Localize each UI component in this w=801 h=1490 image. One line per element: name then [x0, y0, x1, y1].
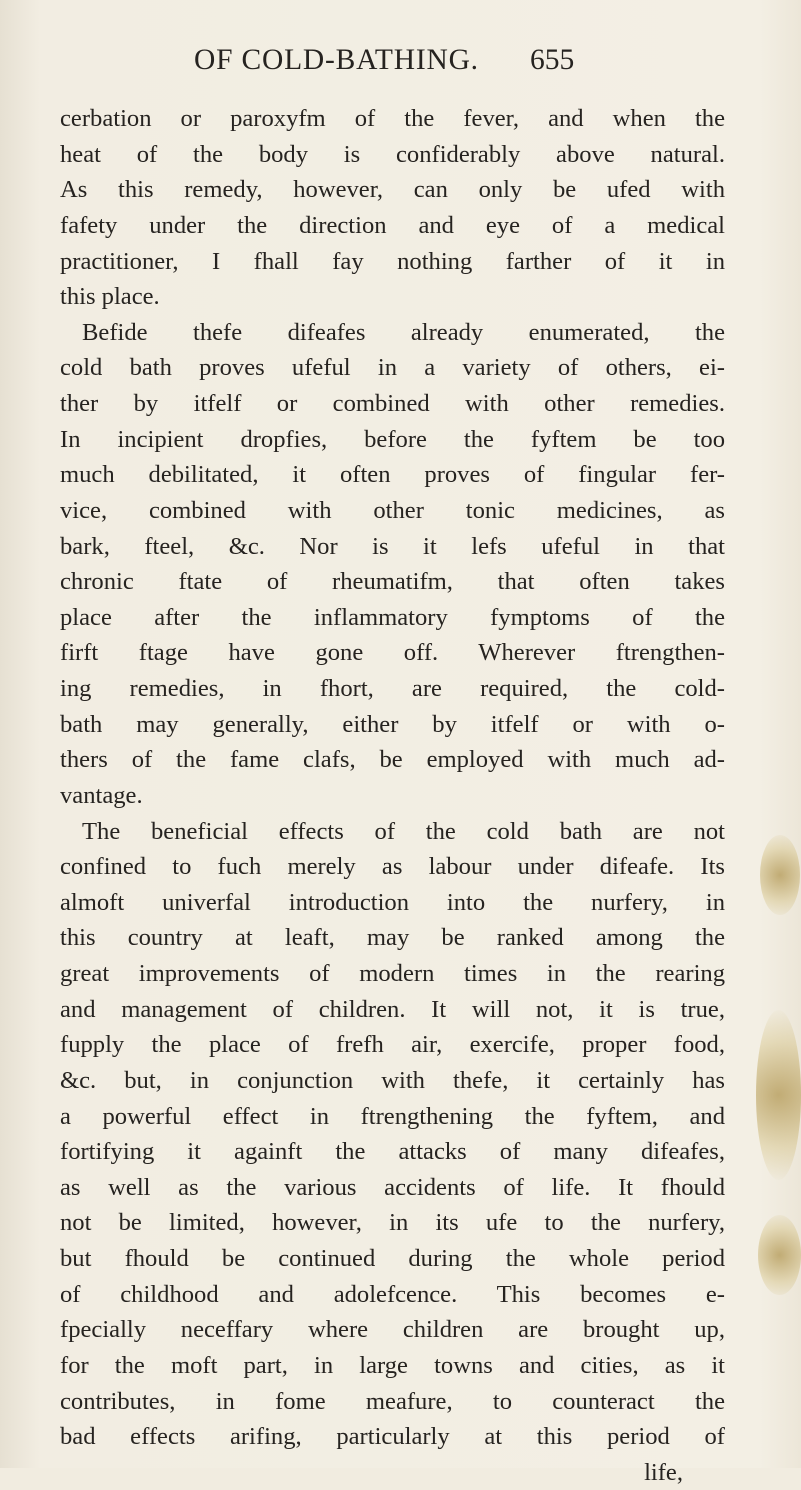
text-line: a powerful effect in ftrengthening the fyftem, and	[60, 1102, 725, 1130]
text-line: almoft univerfal introduction into the nurfery, in	[60, 888, 725, 916]
text-line: ing remedies, in fhort, are required, the cold-	[60, 675, 725, 702]
text-line: practitioner, I fhall fay nothing farther of it in	[60, 247, 725, 275]
text-line: thers of the fame clafs, be employed with much ad-	[60, 746, 725, 774]
text-line: much debilitated, it often proves of fingular fer-	[60, 461, 725, 489]
foxing-stain	[758, 1215, 801, 1295]
text-line: In incipient dropfies, before the fyftem be too	[60, 425, 725, 453]
text-line: bath may generally, either by itfelf or with o-	[60, 710, 725, 738]
text-line: As this remedy, however, can only be ufed with	[60, 176, 725, 204]
paragraph-start: The beneficial effects of the cold bath are not	[82, 817, 725, 845]
text-line: cerbation or paroxyfm of the fever, and when the	[60, 105, 725, 132]
text-line: of childhood and adolefcence. This becomes e-	[60, 1280, 725, 1308]
text-line: cold bath proves ufeful in a variety of others, ei-	[60, 354, 725, 382]
text-line: as well as the various accidents of life. It fhould	[60, 1173, 725, 1201]
text-line: bark, fteel, &c. Nor is it lefs ufeful in that	[60, 532, 725, 560]
catchword: life,	[644, 1458, 683, 1486]
text-line: this country at leaft, may be ranked among the	[60, 924, 725, 952]
text-line: this place.	[60, 283, 160, 311]
foxing-stain	[756, 1010, 801, 1180]
text-line: vantage.	[60, 781, 143, 809]
foxing-stain	[760, 835, 800, 915]
text-line: but fhould be continued during the whole period	[60, 1245, 725, 1272]
text-line: chronic ftate of rheumatifm, that often takes	[60, 568, 725, 596]
body-text	[60, 101, 725, 1490]
text-line: fafety under the direction and eye of a medical	[60, 211, 725, 239]
text-line: bad effects arifing, particularly at this period of	[60, 1423, 725, 1451]
text-line: great improvements of modern times in the rearing	[60, 960, 725, 987]
text-line: fortifying it againft the attacks of many difeafes,	[60, 1138, 725, 1166]
paragraph-start: Befide thefe difeafes already enumerated, the	[82, 318, 725, 346]
text-line: &c. but, in conjunction with thefe, it certainly has	[60, 1066, 725, 1094]
text-line: heat of the body is confiderably above natural.	[60, 140, 725, 168]
text-line: fpecially neceffary where children are brought up,	[60, 1316, 725, 1344]
text-line: vice, combined with other tonic medicines, as	[60, 496, 725, 524]
text-line: ther by itfelf or combined with other remedies.	[60, 390, 725, 417]
page-number: 655	[530, 44, 575, 76]
text-line: not be limited, however, in its ufe to the nurfery,	[60, 1209, 725, 1237]
text-line: confined to fuch merely as labour under difeafe. Its	[60, 853, 725, 881]
text-line: contributes, in fome meafure, to counteract the	[60, 1387, 725, 1415]
text-line: firft ftage have gone off. Wherever ftrengthen-	[60, 639, 725, 667]
running-head: OF COLD-BATHING.	[194, 44, 479, 76]
text-line: and management of children. It will not, it is true,	[60, 995, 725, 1023]
page-header	[194, 44, 604, 86]
text-line: place after the inflammatory fymptoms of the	[60, 603, 725, 631]
text-line: fupply the place of frefh air, exercife, proper food,	[60, 1031, 725, 1059]
text-line: for the moft part, in large towns and cities, as it	[60, 1351, 725, 1379]
